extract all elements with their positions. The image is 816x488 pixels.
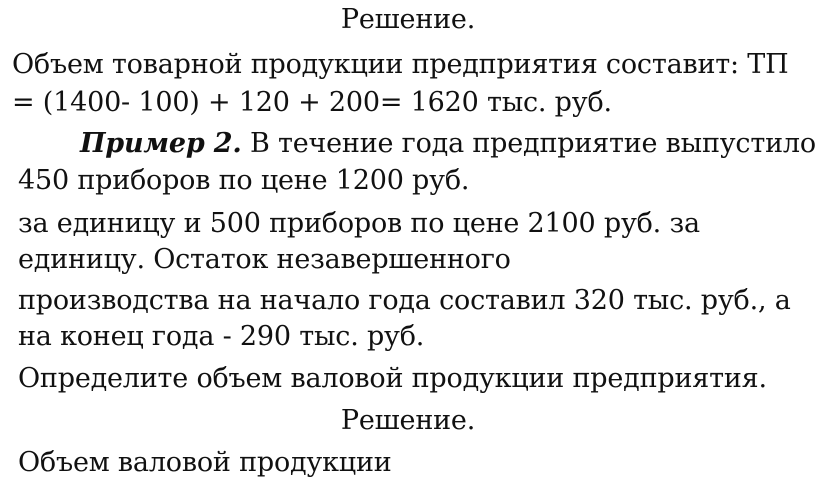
example-line-7: Определите объем валовой продукции предприятия. (18, 363, 767, 394)
example-line-4: единицу. Остаток незавершенного (18, 244, 511, 275)
solution-heading-1: Решение. (340, 4, 476, 35)
solution-heading-2: Решение. (340, 405, 476, 436)
paragraph-1-line-2: = (1400- 100) + 120 + 200= 1620 тыс. руб. (12, 87, 612, 118)
example-line-1 (80, 127, 816, 161)
example-line-6: на конец года - 290 тыс. руб. (18, 321, 425, 352)
example-line-3: за единицу и 500 приборов по цене 2100 руб. за (18, 208, 700, 239)
example-line-1-text: В течение года предприятие выпустило (249, 128, 816, 159)
final-line: Объем валовой продукции (18, 447, 392, 478)
example-line-2: 450 приборов по цене 1200 руб. (18, 165, 470, 196)
example-line-5: производства на начало года составил 320 тыс. руб., а (18, 285, 791, 316)
paragraph-1-line-1: Объем товарной продукции предприятия составит: ТП (12, 49, 789, 80)
example-label: Пример 2. (80, 128, 242, 159)
